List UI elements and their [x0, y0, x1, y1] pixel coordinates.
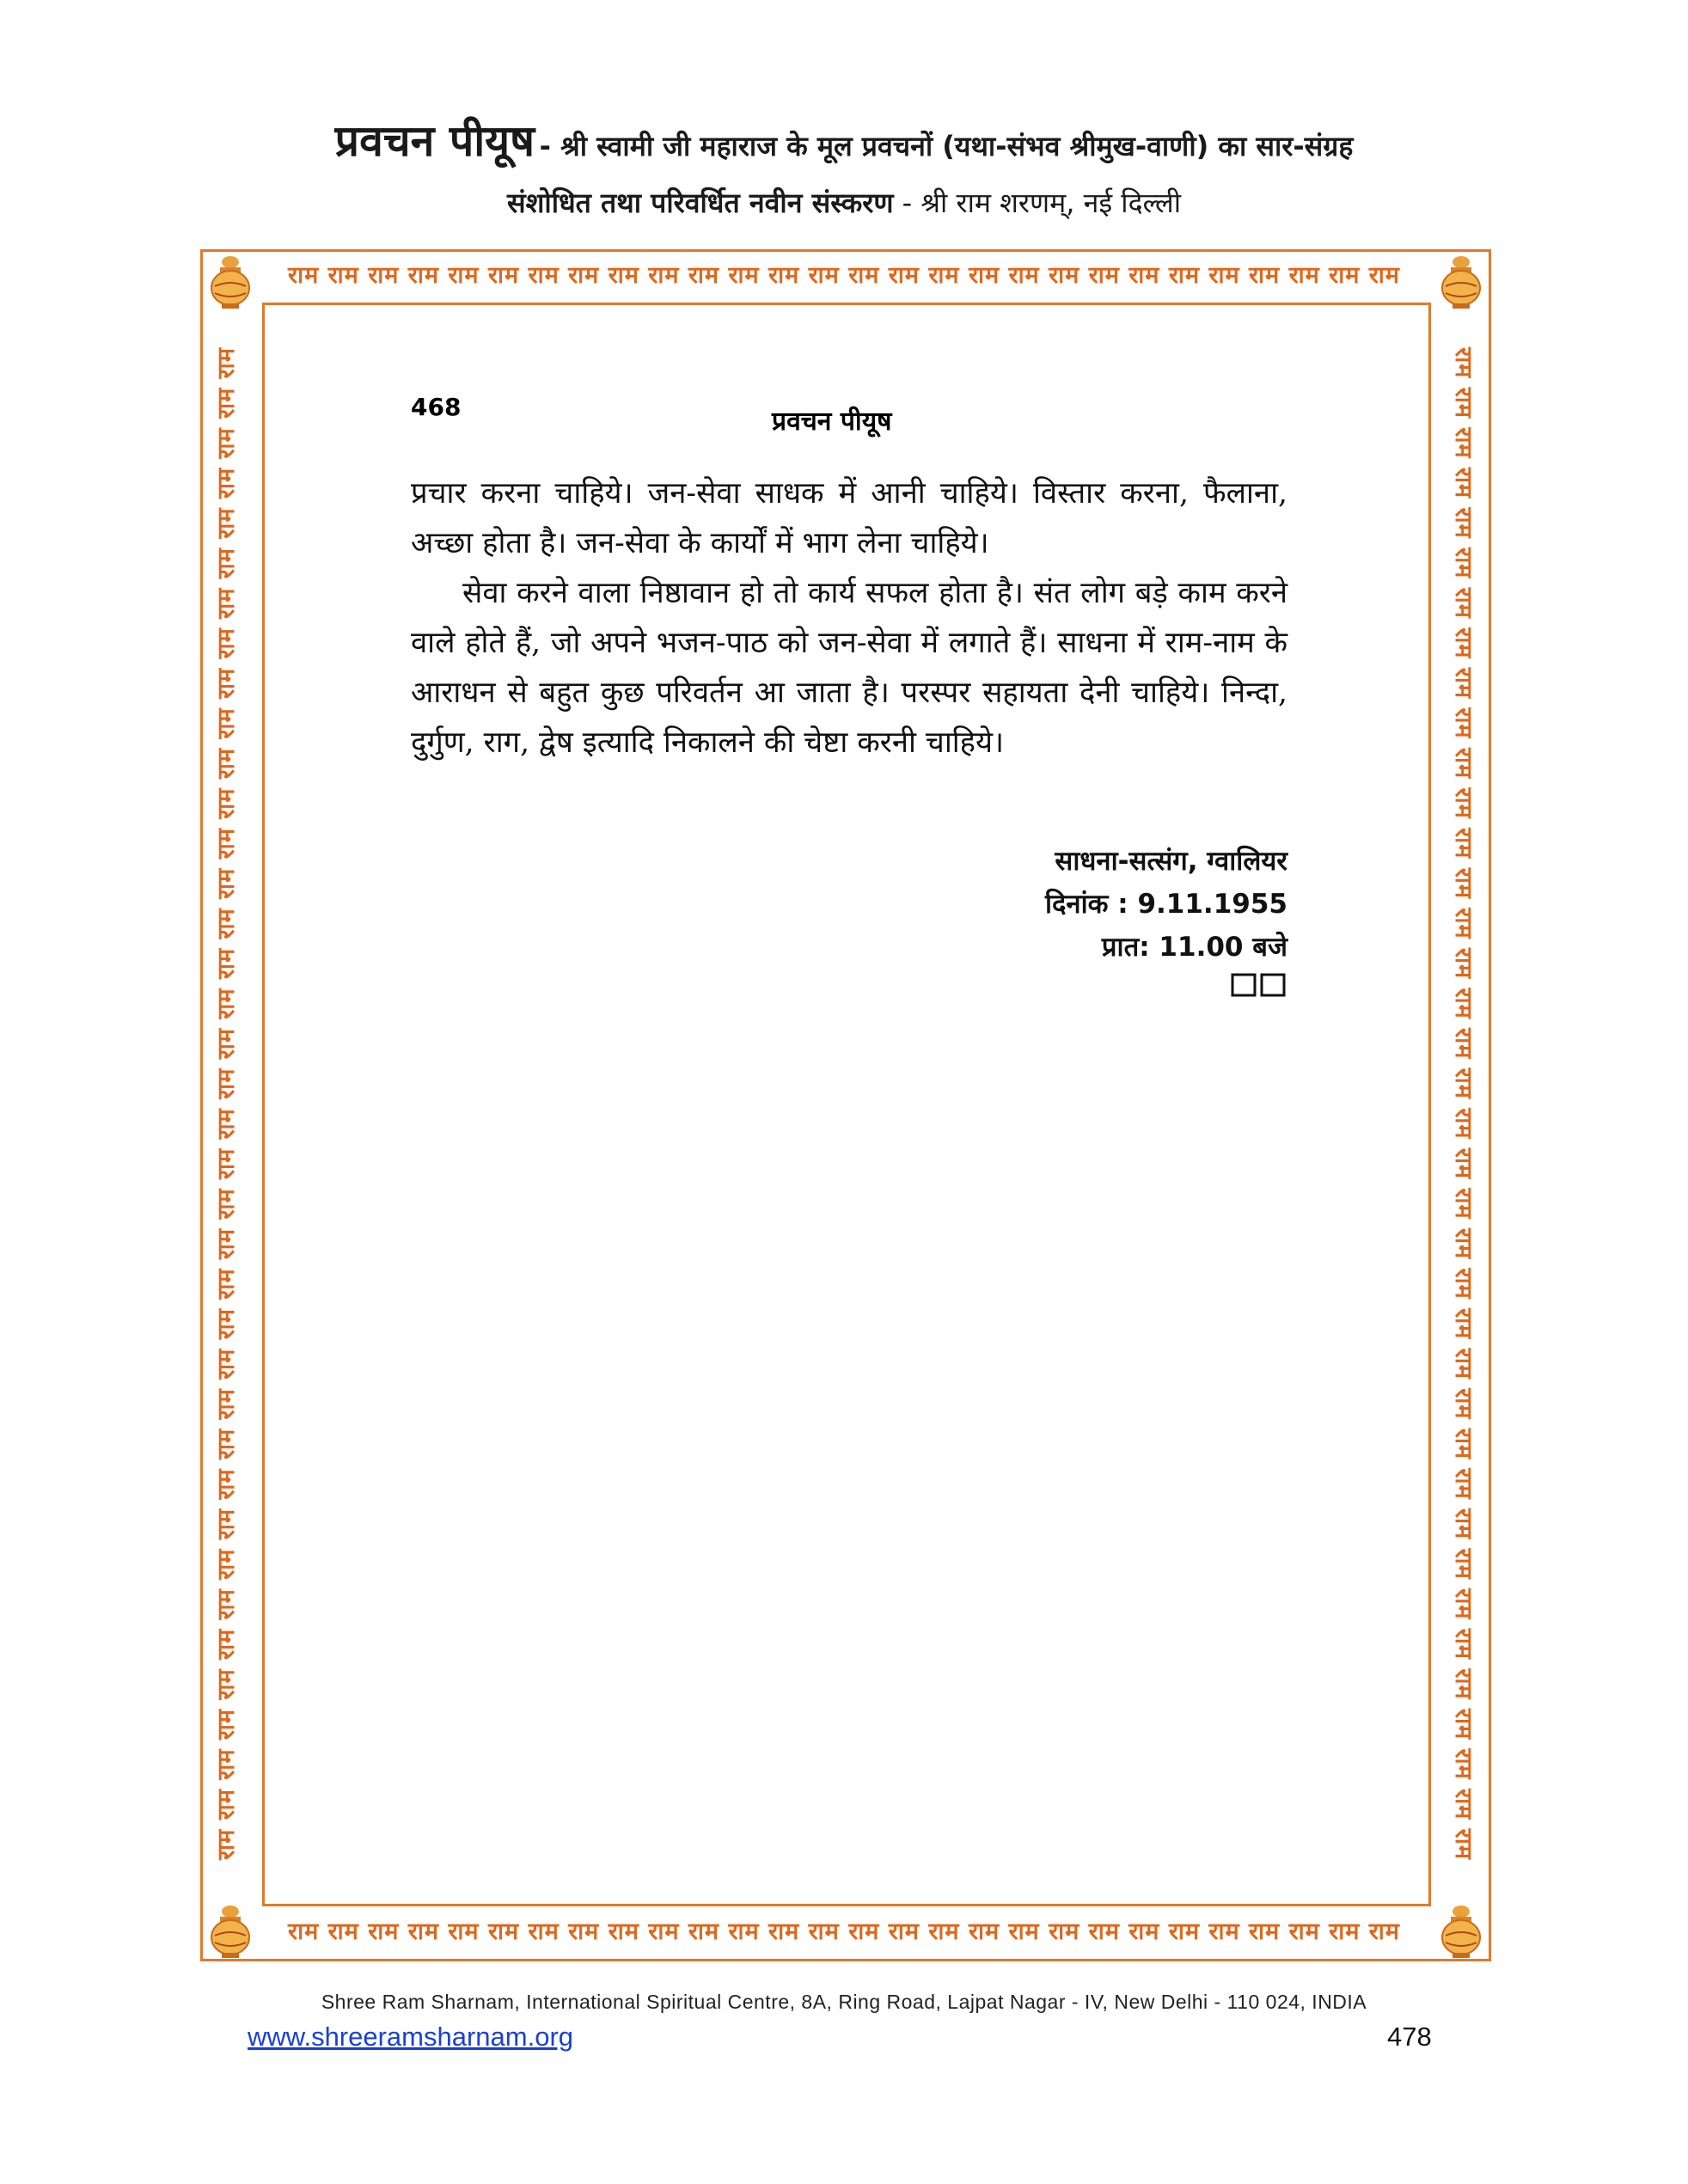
signature-date: दिनांक : 9.11.1955 [1044, 889, 1287, 920]
border-bottom-ram-text: राम राम राम राम राम राम राम राम राम राम राम राम राम राम राम राम राम राम राम राम राम राम राम राम राम राम राम राम [288, 1918, 1400, 1945]
book-page-number: 468 [411, 393, 462, 421]
edition-label: संशोधित तथा परिवर्धित नवीन संस्करण [507, 187, 894, 219]
footer-address: Shree Ram Sharnam, International Spiritual Centre, 8A, Ring Road, Lajpat Nagar - IV, New Delhi - 110 024, INDIA [321, 1991, 1367, 2013]
header-title-line [0, 110, 1688, 168]
book-subtitle: - श्री स्वामी जी महाराज के मूल प्रवचनों (यथा-संभव श्रीमुख-वाणी) का सार-संग्रह [539, 130, 1354, 162]
running-head: प्रवचन पीयूष [772, 407, 892, 437]
border-left-ram-text: राम राम राम राम राम राम राम राम राम राम राम राम राम राम राम राम राम राम राम राम राम राम राम राम राम राम राम राम राम राम राम राम राम राम राम राम राम राम [213, 347, 240, 1860]
book-title: प्रवचन पीयूष [334, 116, 535, 166]
paragraph: प्रचार करना चाहिये। जन-सेवा साधक में आनी चाहिये। विस्तार करना, फैलाना, अच्छा होता है। जन-सेवा के कार्यों में भाग लेना चाहिये। [411, 476, 1287, 560]
website-link[interactable]: www.shreeramsharnam.org [248, 2022, 574, 2052]
end-mark-icon [1231, 973, 1287, 997]
header-edition-line [0, 184, 1688, 221]
kalash-icon [206, 254, 254, 310]
publisher-label: - श्री राम शरणम्, नई दिल्ली [893, 187, 1181, 219]
kalash-icon [1437, 1903, 1485, 1960]
body-text [411, 468, 1287, 768]
signature-place: साधना-सत्संग, ग्वालियर [1055, 846, 1287, 877]
border-top-ram-text: राम राम राम राम राम राम राम राम राम राम राम राम राम राम राम राम राम राम राम राम राम राम राम राम राम राम राम राम [288, 262, 1400, 289]
signature-time: प्रात: 11.00 बजे [1101, 932, 1287, 963]
border-right-ram-text: राम राम राम राम राम राम राम राम राम राम राम राम राम राम राम राम राम राम राम राम राम राम राम राम राम राम राम राम राम राम राम राम राम राम राम राम राम राम [1450, 347, 1477, 1860]
kalash-icon [206, 1903, 254, 1960]
kalash-icon [1437, 254, 1485, 310]
pdf-page-number: 478 [1387, 2022, 1432, 2052]
paragraph: सेवा करने वाला निष्ठावान हो तो कार्य सफल होता है। संत लोग बड़े काम करने वाले होते हैं, जो अपने भजन-पाठ को जन-सेवा में लगाते हैं। साधना में राम-नाम के आराधन से बहुत कुछ परिवर्तन आ जाता है। परस्पर सहायता देनी चाहिये। निन्दा, दुर्गुण, राग, द्वेष इत्यादि निकालने की चेष्टा करनी चाहिये। [411, 576, 1287, 760]
